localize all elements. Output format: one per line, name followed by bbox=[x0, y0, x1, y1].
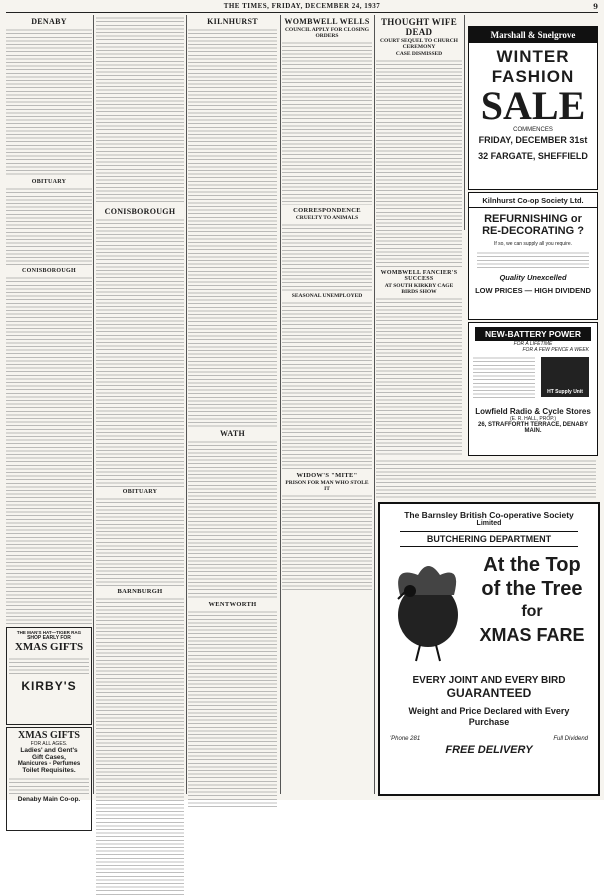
advertisement-marshall-snelgrove bbox=[468, 26, 598, 190]
advertisement-denaby-coop bbox=[6, 727, 92, 831]
ad-line: FOR A LIFETIME bbox=[513, 341, 553, 347]
ad-line: SHOP EARLY FOR bbox=[27, 635, 71, 641]
ad-line: Toilet Requisites. bbox=[22, 767, 76, 774]
ad-line: LOW PRICES — HIGH DIVIDEND bbox=[475, 286, 591, 295]
headline: OBITUARY bbox=[31, 179, 67, 185]
article-text bbox=[6, 275, 92, 625]
ad-headline: NEW-BATTERY POWER bbox=[475, 327, 591, 341]
ad-text bbox=[9, 776, 89, 794]
article-text bbox=[96, 15, 184, 205]
headline: CONISBOROUGH bbox=[104, 207, 176, 216]
ad-brand: Lowfield Radio & Cycle Stores bbox=[475, 407, 591, 416]
article-text bbox=[282, 300, 372, 470]
ad-text bbox=[9, 656, 89, 676]
subheadline: CRUELTY TO ANIMALS bbox=[295, 215, 359, 221]
article-text bbox=[376, 296, 462, 456]
ad-line: Weight and Price Declared with Every Purchase bbox=[408, 706, 570, 727]
article-text bbox=[376, 58, 462, 268]
ad-line: FASHION bbox=[491, 67, 575, 86]
article-text bbox=[96, 496, 184, 586]
ad-line: for bbox=[521, 603, 543, 620]
column-rule bbox=[93, 15, 94, 794]
subheadline: CASE DISMISSED bbox=[395, 51, 443, 57]
subheadline: COURT SEQUEL TO CHURCH CEREMONY bbox=[380, 38, 458, 50]
headline: CORRESPONDENCE bbox=[293, 207, 361, 214]
column-5 bbox=[376, 15, 462, 500]
article-text bbox=[96, 217, 184, 487]
article-text bbox=[188, 439, 277, 599]
ad-text bbox=[477, 250, 589, 270]
subheadline: PRISON FOR MAN WHO STOLE IT bbox=[285, 480, 369, 492]
ad-text bbox=[473, 355, 535, 399]
headline: BARNBURGH bbox=[117, 588, 163, 595]
ad-line: Manicures - Perfumes bbox=[17, 761, 81, 767]
ad-line: FREE DELIVERY bbox=[445, 744, 533, 756]
ad-line: XMAS FARE bbox=[479, 625, 585, 645]
ad-line: BUTCHERING DEPARTMENT bbox=[400, 531, 578, 547]
ad-line: FOR ALL AGES. bbox=[30, 741, 68, 747]
ad-line: SALE bbox=[480, 83, 586, 128]
ad-brand: Kilnhurst Co-op Society Ltd. bbox=[469, 196, 597, 208]
column-rule bbox=[280, 15, 281, 794]
ad-line: 26, STRAFFORTH TERRACE, DENABY MAIN. bbox=[477, 422, 588, 434]
column-rule bbox=[186, 15, 187, 794]
subheadline: AT SOUTH KIRKBY CAGE BIRDS SHOW bbox=[384, 283, 454, 295]
turkey-illustration bbox=[388, 555, 466, 665]
ad-line: XMAS GIFTS bbox=[14, 641, 84, 653]
ad-line: Gift Cases, bbox=[32, 754, 66, 761]
battery-unit-image bbox=[541, 357, 589, 397]
headline: WATH bbox=[219, 429, 246, 438]
headline: DENABY bbox=[31, 17, 67, 26]
ad-line: EVERY JOINT AND EVERY BIRD bbox=[412, 675, 566, 686]
ad-line: FRIDAY, DECEMBER 31st bbox=[478, 135, 588, 145]
ad-line: RE-DECORATING ? bbox=[482, 225, 584, 237]
article-text bbox=[6, 27, 92, 177]
subheadline: SEASONAL UNEMPLOYED bbox=[291, 293, 363, 299]
headline: KILNHURST bbox=[207, 17, 258, 26]
masthead bbox=[6, 2, 598, 13]
notice-text bbox=[376, 458, 596, 498]
article-text bbox=[282, 40, 372, 205]
column-2 bbox=[96, 15, 184, 794]
ad-line: GUARANTEED bbox=[446, 686, 532, 700]
ad-line: REFURNISHING or bbox=[484, 213, 582, 225]
ad-brand: The Barnsley British Co-operative Society bbox=[404, 510, 574, 520]
ad-line: At the Top bbox=[483, 554, 581, 576]
headline: WOMBWELL FANCIER'S SUCCESS bbox=[380, 270, 458, 282]
ad-line: XMAS GIFTS bbox=[18, 730, 80, 741]
article-text bbox=[282, 222, 372, 292]
headline: OBITUARY bbox=[122, 489, 158, 495]
headline: CONISBOROUGH bbox=[22, 268, 76, 274]
advertisement-kirbys bbox=[6, 627, 92, 725]
ad-line: Limited bbox=[476, 520, 502, 527]
ad-line: FOR A FEW PENCE A WEEK bbox=[522, 347, 589, 353]
headline: WOMBWELL WELLS bbox=[284, 17, 370, 26]
column-3 bbox=[188, 15, 277, 794]
ad-line: Ladies' and Gent's bbox=[20, 747, 78, 754]
article-text bbox=[188, 609, 277, 809]
headline: THOUGHT WIFE DEAD bbox=[380, 17, 458, 37]
ad-line: Quality Unexcelled bbox=[499, 273, 567, 282]
column-rule bbox=[464, 15, 465, 230]
ad-line: THE MAN'S HAT—TIGER RAG bbox=[16, 630, 82, 635]
headline: WENTWORTH bbox=[208, 601, 257, 608]
ad-line: (E. R. HALL, PROP.) bbox=[509, 416, 557, 422]
ad-line: WINTER bbox=[496, 47, 570, 66]
article-text bbox=[188, 27, 277, 427]
article-text bbox=[6, 186, 92, 266]
headline: WIDOW'S "MITE" bbox=[296, 472, 358, 479]
masthead-title: THE TIMES, FRIDAY, DECEMBER 24, 1937 bbox=[223, 2, 381, 10]
advertisement-barnsley-coop bbox=[378, 502, 600, 796]
ad-line: If so, we can supply all you require. bbox=[493, 241, 573, 247]
page-number: 9 bbox=[593, 2, 598, 11]
advertisement-kilnhurst-coop bbox=[468, 192, 598, 320]
subheadline: COUNCIL APPLY FOR CLOSING ORDERS bbox=[284, 27, 370, 39]
advertisement-battery-power bbox=[468, 322, 598, 456]
ad-line: HT Supply Unit bbox=[547, 389, 583, 395]
column-1 bbox=[6, 15, 92, 803]
ad-line: Full Dividend bbox=[553, 736, 588, 742]
column-4 bbox=[282, 15, 372, 794]
ad-brand: Denaby Main Co-op. bbox=[17, 796, 81, 803]
ad-line: 32 FARGATE, SHEFFIELD bbox=[478, 151, 588, 161]
ad-phone: 'Phone 281 bbox=[390, 736, 421, 742]
ad-line: COMMENCES bbox=[513, 127, 553, 133]
column-rule bbox=[374, 15, 375, 794]
ad-brand: Marshall & Snelgrove bbox=[469, 27, 597, 43]
ad-brand: KIRBY'S bbox=[21, 679, 77, 693]
article-text bbox=[96, 596, 184, 896]
article-text bbox=[282, 493, 372, 593]
ad-line: of the Tree bbox=[481, 578, 583, 600]
